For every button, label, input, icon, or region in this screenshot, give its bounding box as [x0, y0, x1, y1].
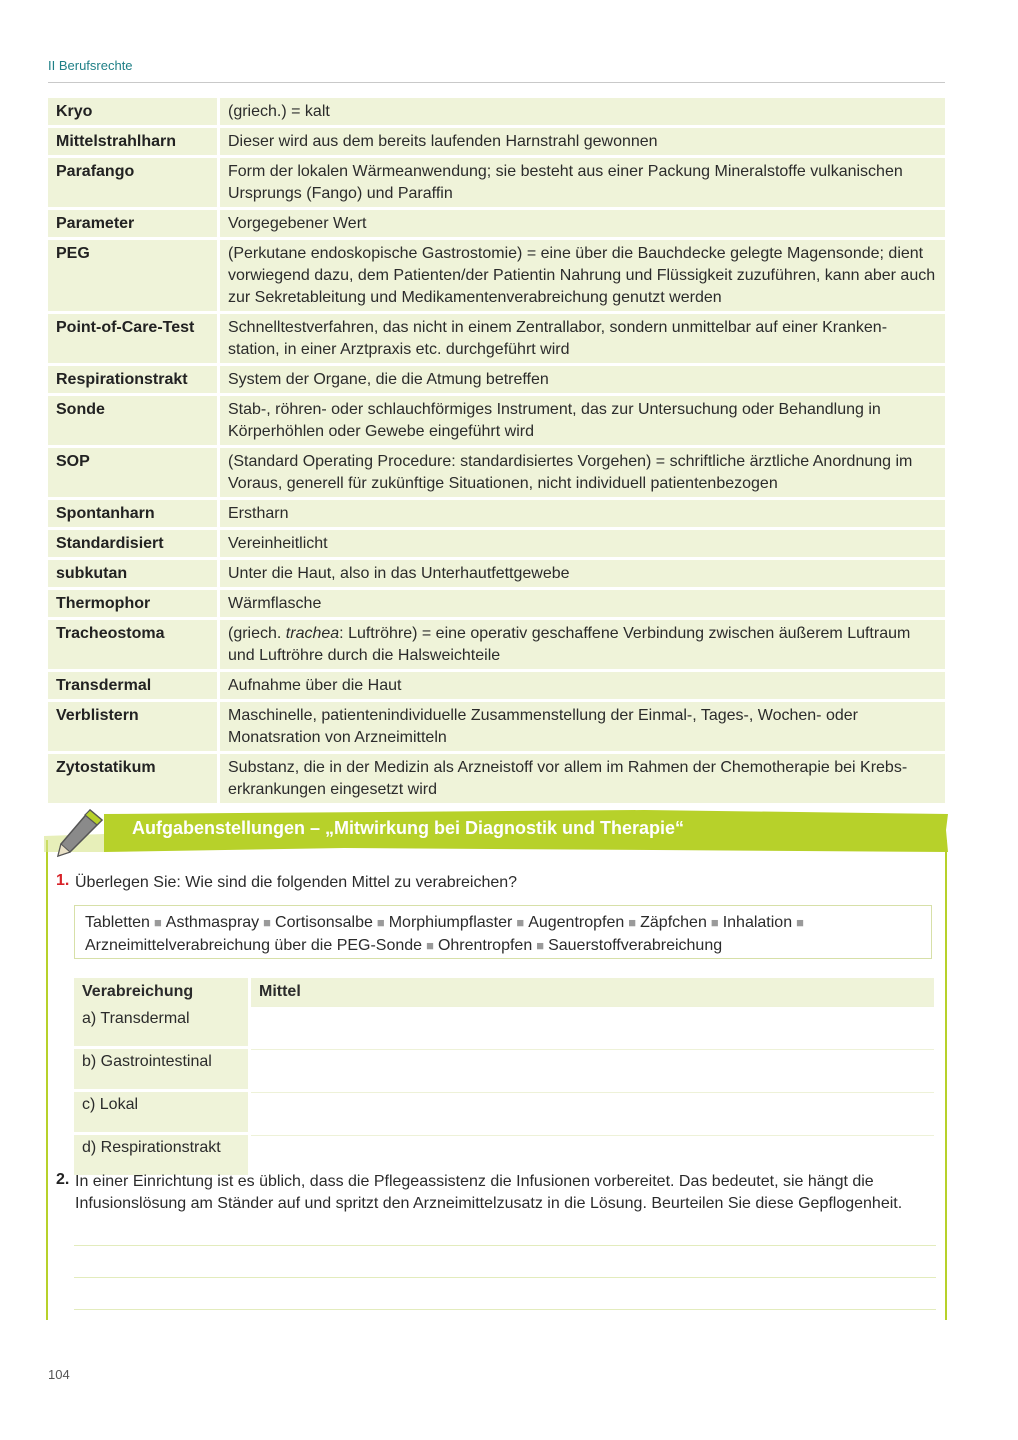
answer-cell[interactable] [251, 1049, 934, 1092]
glossary-definition: Vereinheitlicht [220, 530, 945, 560]
glossary-definition: Vorgegebener Wert [220, 210, 945, 240]
glossary-definition: (Standard Operating Procedure: standardisiertes Vorgehen) = schriftliche ärztliche Anordnung im Voraus, generell für zukünftige Situationen, nicht individuell patientenbezogen [220, 448, 945, 500]
table-row [74, 1006, 934, 1049]
glossary-definition: Substanz, die in der Medizin als Arzneistoff vor allem im Rahmen der Chemotherapie bei Krebs-erkrankungen eingesetzt wird [220, 754, 945, 806]
square-bullet-icon: ■ [263, 915, 272, 930]
glossary-row [48, 590, 945, 620]
glossary-term: Parameter [48, 210, 220, 240]
square-bullet-icon: ■ [426, 938, 434, 953]
medication-item: Morphiumpflaster [388, 914, 513, 931]
glossary-row [48, 210, 945, 240]
medication-item: Cortisonsalbe [275, 914, 373, 931]
square-bullet-icon: ■ [516, 915, 525, 930]
section-header: II Berufsrechte [48, 58, 133, 73]
glossary-row [48, 158, 945, 210]
header-divider [48, 82, 945, 83]
glossary-definition [220, 620, 945, 672]
glossary-term: Standardisiert [48, 530, 220, 560]
glossary-definition: Aufnahme über die Haut [220, 672, 945, 702]
square-bullet-icon: ■ [628, 915, 637, 930]
glossary-row [48, 530, 945, 560]
glossary-row [48, 672, 945, 702]
glossary-row [48, 500, 945, 530]
glossary-term: Point-of-Care-Test [48, 314, 220, 366]
route-label: c) Lokal [74, 1092, 251, 1135]
glossary-definition: Schnelltestverfahren, das nicht in einem Zentrallabor, sondern unmittelbar auf einer Kranken-station, in einer Arztpraxis etc. durchgeführt wird [220, 314, 945, 366]
square-bullet-icon: ■ [796, 915, 804, 930]
column-header: Mittel [251, 978, 934, 1006]
glossary-term: Zytostatikum [48, 754, 220, 806]
pencil-icon [52, 806, 108, 858]
glossary-term: Spontanharn [48, 500, 220, 530]
glossary-row [48, 366, 945, 396]
square-bullet-icon: ■ [710, 915, 719, 930]
glossary-definition: System der Organe, die die Atmung betreffen [220, 366, 945, 396]
glossary-definition: Form der lokalen Wärmeanwendung; sie besteht aus einer Packung Mineralstoffe vulkanischen Ursprungs (Fango) und Paraffin [220, 158, 945, 210]
glossary-term: Thermophor [48, 590, 220, 620]
glossary-definition: Erstharn [220, 500, 945, 530]
glossary-row [48, 620, 945, 672]
glossary-term: Kryo [48, 98, 220, 128]
glossary-definition: Maschinelle, patientenindividuelle Zusammenstellung der Einmal-, Tages-, Wochen- oder Monatsration von Arzneimitteln [220, 702, 945, 754]
glossary-row [48, 98, 945, 128]
administration-table [74, 978, 934, 1178]
medication-item: Tabletten [85, 914, 150, 931]
glossary-term: Sonde [48, 396, 220, 448]
medication-item: Augentropfen [528, 914, 625, 931]
glossary-row [48, 128, 945, 158]
glossary-term: SOP [48, 448, 220, 500]
answer-line[interactable] [74, 1277, 936, 1278]
glossary-row [48, 240, 945, 314]
definition-text: (griech. [228, 625, 286, 642]
answer-cell[interactable] [251, 1006, 934, 1049]
glossary-term: Respirationstrakt [48, 366, 220, 396]
column-header: Verabreichung [74, 978, 251, 1006]
glossary-definition: Unter die Haut, also in das Unterhautfettgewebe [220, 560, 945, 590]
glossary-row [48, 396, 945, 448]
glossary-row [48, 560, 945, 590]
definition-text: : Luftröhre) = eine operativ geschaffene Verbindung zwischen äußerem Luftraum und Luftröhre durch die Halsweichteile [228, 625, 911, 664]
square-bullet-icon: ■ [153, 915, 162, 930]
question-number: 1. [56, 872, 70, 889]
answer-cell[interactable] [251, 1092, 934, 1135]
table-row [74, 1049, 934, 1092]
page-number: 104 [48, 1367, 70, 1382]
glossary-row [48, 754, 945, 806]
question-number: 2. [56, 1171, 70, 1188]
glossary-term: Parafango [48, 158, 220, 210]
glossary-term: PEG [48, 240, 220, 314]
route-label: b) Gastrointestinal [74, 1049, 251, 1092]
table-row [74, 1092, 934, 1135]
answer-line[interactable] [74, 1309, 936, 1310]
glossary-definition: (griech.) = kalt [220, 98, 945, 128]
medication-item: Zäpfchen [640, 914, 707, 931]
glossary-term: Mittelstrahlharn [48, 128, 220, 158]
glossary-definition: Wärmflasche [220, 590, 945, 620]
medication-item: Arzneimittelverabreichung über die PEG-Sonde [85, 937, 423, 954]
glossary-definition: Stab-, röhren- oder schlauchförmiges Instrument, das zur Untersuchung oder Behandlung in Körperhöhlen oder Gewebe eingeführt wird [220, 396, 945, 448]
glossary-term: Verblistern [48, 702, 220, 754]
glossary-term: subkutan [48, 560, 220, 590]
route-label: d) Respirationstrakt [74, 1135, 251, 1178]
medication-list [74, 905, 932, 959]
medication-item: Asthmaspray [165, 914, 260, 931]
glossary-term: Tracheostoma [48, 620, 220, 672]
route-label: a) Transdermal [74, 1006, 251, 1049]
glossary-definition: Dieser wird aus dem bereits laufenden Harnstrahl gewonnen [220, 128, 945, 158]
question-text: In einer Einrichtung ist es üblich, dass die Pflegeassistenz die Infusionen vorbereitet. Das bedeutet, sie hängt die Infusionslösung am Ständer auf und spritzt den Arzneimittelzusatz in die Lösung. Beurteilen Sie diese Gepflogenheit. [75, 1173, 903, 1212]
glossary-definition: (Perkutane endoskopische Gastrostomie) = eine über die Bauchdecke gelegte Magensonde; dient vorwiegend dazu, dem Patienten/der Patientin Nahrung und Flüssigkeit zuzuführen, kann aber auch zur Sekretableitung und Medikamentenverabreichung genutzt werden [220, 240, 945, 314]
medication-item: Inhalation [722, 914, 793, 931]
medication-item: Sauerstoffverabreichung [548, 937, 723, 954]
question-text: Überlegen Sie: Wie sind die folgenden Mittel zu verabreichen? [75, 874, 518, 891]
answer-line[interactable] [74, 1245, 936, 1246]
square-bullet-icon: ■ [536, 938, 545, 953]
definition-emphasis: trachea [285, 625, 340, 642]
medication-item: Ohrentropfen [437, 937, 533, 954]
glossary-row [48, 448, 945, 500]
task-title: Aufgabenstellungen – „Mitwirkung bei Diagnostik und Therapie“ [132, 818, 685, 838]
glossary-row [48, 314, 945, 366]
glossary-row [48, 702, 945, 754]
square-bullet-icon: ■ [376, 915, 385, 930]
glossary-table [48, 98, 945, 806]
glossary-term: Transdermal [48, 672, 220, 702]
